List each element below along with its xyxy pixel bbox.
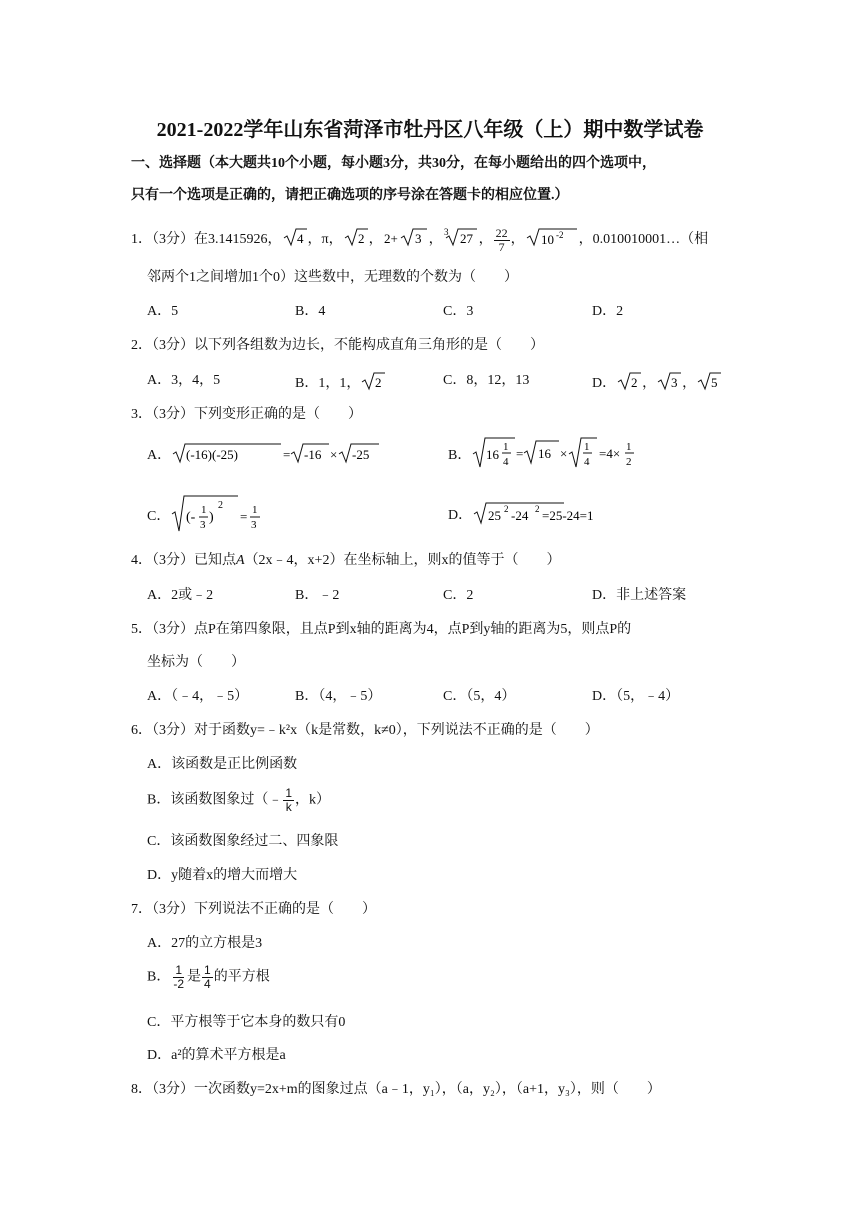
sqrt-10-neg2-math bbox=[525, 226, 579, 254]
q1-option-b[interactable]: B．4 bbox=[295, 304, 326, 319]
q6-option-b-tail: ，k） bbox=[295, 792, 331, 808]
q2-option-b-label: B．1，1， bbox=[295, 376, 361, 392]
svg-text:16: 16 bbox=[486, 447, 500, 462]
q7-option-b-mid: 是 bbox=[187, 969, 202, 985]
svg-text:×: × bbox=[560, 446, 568, 461]
svg-text:=: = bbox=[240, 509, 248, 524]
q2-option-a[interactable]: A．3，4，5 bbox=[147, 373, 221, 388]
q4-option-b[interactable]: B．﹣2 bbox=[295, 588, 340, 603]
question-8-stem: 8．（3分）一次函数y=2x+m的图象过点（a﹣1，y₁），（a，y₂），（a+1，y₃），则（ ） bbox=[131, 1082, 661, 1097]
q7-option-b-label: B． bbox=[147, 969, 171, 985]
q2-option-b[interactable] bbox=[295, 370, 386, 398]
q5-option-d[interactable]: D．（5，﹣4） bbox=[592, 689, 680, 704]
q1-option-a[interactable]: A．5 bbox=[147, 304, 179, 319]
q3-option-b-label: B． bbox=[448, 448, 472, 464]
svg-text:): ) bbox=[209, 510, 215, 525]
q6-option-d[interactable]: D．y随着x的增大而增大 bbox=[147, 868, 298, 883]
q2-option-c[interactable]: C．8，12，13 bbox=[443, 373, 530, 388]
question-1-line1 bbox=[131, 226, 708, 254]
q5-option-c[interactable]: C．（5，4） bbox=[443, 689, 516, 704]
svg-text:1: 1 bbox=[503, 441, 509, 453]
svg-text:=: = bbox=[516, 446, 524, 461]
svg-text:27: 27 bbox=[459, 231, 473, 246]
svg-text:(-16)(-25): (-16)(-25) bbox=[186, 447, 239, 462]
q6-option-b-label: B．该函数图象过（﹣ bbox=[147, 792, 283, 808]
q6-option-a[interactable]: A．该函数是正比例函数 bbox=[147, 757, 298, 772]
q3-option-d-expression-math bbox=[472, 500, 652, 532]
q3-option-a[interactable] bbox=[147, 441, 386, 471]
svg-text:=: = bbox=[283, 447, 291, 462]
question-5-line2: 坐标为（ ） bbox=[147, 655, 245, 670]
svg-text:3: 3 bbox=[251, 519, 257, 531]
q3-option-d-label: D． bbox=[448, 508, 473, 524]
q5-option-b[interactable]: B．（4，﹣5） bbox=[295, 689, 382, 704]
q7-option-a[interactable]: A．27的立方根是3 bbox=[147, 936, 263, 951]
svg-text:2: 2 bbox=[504, 504, 509, 514]
q3-option-a-label: A． bbox=[147, 448, 172, 464]
q3-option-b[interactable] bbox=[448, 436, 671, 476]
svg-text:3: 3 bbox=[200, 519, 206, 531]
q3-option-c[interactable] bbox=[147, 494, 270, 540]
fraction-1-over-4-math: $\frac{1}{4}$ bbox=[204, 963, 211, 991]
q4-option-c[interactable]: C．2 bbox=[443, 588, 474, 603]
cbrt-27-math bbox=[443, 226, 479, 254]
svg-text:2: 2 bbox=[218, 500, 224, 511]
q5-option-a[interactable]: A．（﹣4，﹣5） bbox=[147, 689, 249, 704]
q2-option-d[interactable]: D． 2 ， 3 ， 5 bbox=[592, 370, 722, 398]
svg-text:-24: -24 bbox=[511, 508, 529, 523]
svg-text:4: 4 bbox=[296, 231, 303, 246]
svg-text:-25: -25 bbox=[352, 447, 370, 462]
sqrt-3-math bbox=[656, 370, 682, 398]
q1-sep-c: ， bbox=[478, 232, 493, 248]
fraction-22-over-7-math: $\frac{22}{7}$ bbox=[495, 225, 508, 254]
q3-option-b-expression-math bbox=[471, 436, 671, 476]
sqrt-5-math bbox=[696, 370, 722, 398]
question-4-stem bbox=[131, 552, 560, 570]
svg-text:1: 1 bbox=[201, 504, 207, 516]
q7-option-b[interactable] bbox=[147, 964, 270, 991]
sqrt-2-math bbox=[616, 370, 642, 398]
svg-text:2: 2 bbox=[357, 231, 365, 246]
svg-text:16: 16 bbox=[538, 446, 552, 461]
svg-text:2: 2 bbox=[626, 456, 632, 468]
svg-text:3: 3 bbox=[671, 375, 678, 390]
section-instructions-line2: 只有一个选项是正确的，请把正确选项的序号涂在答题卡的相应位置.） bbox=[131, 188, 569, 203]
q4-stem-rest: （2x﹣4，x+2）在坐标轴上，则x的值等于（ ） bbox=[244, 553, 561, 568]
question-5-line1: 5．（3分）点P在第四象限，且点P到x轴的距离为4，点P到y轴的距离为5，则点P的 bbox=[131, 622, 632, 637]
sqrt-2-math bbox=[360, 370, 386, 398]
q4-point-name: A bbox=[236, 553, 245, 568]
q1-prefix: 1．（3分）在 bbox=[131, 232, 208, 248]
svg-text:2: 2 bbox=[375, 375, 382, 390]
q4-stem-prefix: 4．（3分）已知点 bbox=[131, 553, 236, 568]
q1-option-c[interactable]: C．3 bbox=[443, 304, 474, 319]
q4-option-a[interactable]: A．2或﹣2 bbox=[147, 588, 214, 603]
q3-option-c-expression-math bbox=[170, 494, 270, 540]
svg-text:-16: -16 bbox=[304, 447, 322, 462]
q2-option-d-label: D． bbox=[592, 376, 617, 392]
svg-text:5: 5 bbox=[711, 375, 718, 390]
q6-option-c[interactable]: C．该函数图象经过二、四象限 bbox=[147, 834, 339, 849]
q6-option-b[interactable] bbox=[147, 787, 330, 814]
question-6-stem: 6．（3分）对于函数y=﹣k²x（k是常数，k≠0），下列说法不正确的是（ ） bbox=[131, 723, 599, 738]
svg-text:1: 1 bbox=[252, 504, 258, 516]
svg-text:2+: 2+ bbox=[383, 231, 398, 246]
sqrt-2-math bbox=[343, 226, 369, 254]
svg-text:1: 1 bbox=[626, 441, 632, 453]
svg-text:3: 3 bbox=[414, 231, 422, 246]
svg-text:=25-24=1: =25-24=1 bbox=[542, 508, 594, 523]
q1-sep-d: ， bbox=[510, 232, 525, 248]
q1-option-d[interactable]: D．2 bbox=[592, 304, 624, 319]
fraction-neg-1-over-2-math: $\frac{1}{-2}$ bbox=[173, 963, 185, 991]
svg-text:=4×: =4× bbox=[599, 446, 621, 461]
two-plus-sqrt3-math bbox=[383, 226, 429, 254]
svg-text:(-: (- bbox=[186, 510, 196, 525]
svg-text:10: 10 bbox=[540, 232, 554, 247]
svg-text:2: 2 bbox=[535, 504, 540, 514]
question-2-stem: 2．（3分）以下列各组数为边长，不能构成直角三角形的是（ ） bbox=[131, 338, 544, 353]
q7-option-d[interactable]: D．a²的算术平方根是a bbox=[147, 1048, 286, 1063]
q3-option-c-label: C． bbox=[147, 509, 171, 525]
section-instructions-line1: 一、选择题（本大题共10个小题，每小题3分，共30分，在每小题给出的四个选项中， bbox=[131, 156, 656, 171]
q4-option-d[interactable]: D．非上述答案 bbox=[592, 588, 687, 603]
q1-num-pi-decimal: 3.1415926， bbox=[208, 232, 282, 248]
svg-text:×: × bbox=[330, 447, 338, 462]
svg-text:4: 4 bbox=[584, 456, 590, 468]
q1-sep-a: ， bbox=[368, 232, 383, 248]
question-3-stem: 3．（3分）下列变形正确的是（ ） bbox=[131, 407, 362, 422]
q3-option-a-expression-math bbox=[171, 441, 386, 471]
question-1-line2: 邻两个1之间增加1个0）这些数中，无理数的个数为（ ） bbox=[147, 270, 518, 285]
svg-text:25: 25 bbox=[488, 508, 502, 523]
sqrt-4-math bbox=[282, 226, 308, 254]
svg-text:2: 2 bbox=[631, 375, 638, 390]
svg-text:-2: -2 bbox=[555, 230, 564, 240]
q1-sep-pi: ，π， bbox=[307, 232, 343, 248]
svg-text:1: 1 bbox=[584, 441, 590, 453]
question-7-stem: 7．（3分）下列说法不正确的是（ ） bbox=[131, 902, 376, 917]
svg-text:4: 4 bbox=[503, 456, 509, 468]
exam-title: 2021-2022学年山东省菏泽市牡丹区八年级（上）期中数学试卷 bbox=[156, 119, 704, 141]
q7-option-b-tail: 的平方根 bbox=[213, 969, 270, 985]
q1-sep-b: ， bbox=[428, 232, 443, 248]
q3-option-d[interactable] bbox=[448, 500, 652, 532]
fraction-1-over-k-math: $\frac{1}{k}$ bbox=[285, 786, 293, 814]
svg-text:3: 3 bbox=[443, 227, 449, 237]
q7-option-c[interactable]: C．平方根等于它本身的数只有0 bbox=[147, 1015, 346, 1030]
q1-tail: ，0.010010001…（相 bbox=[578, 232, 709, 248]
